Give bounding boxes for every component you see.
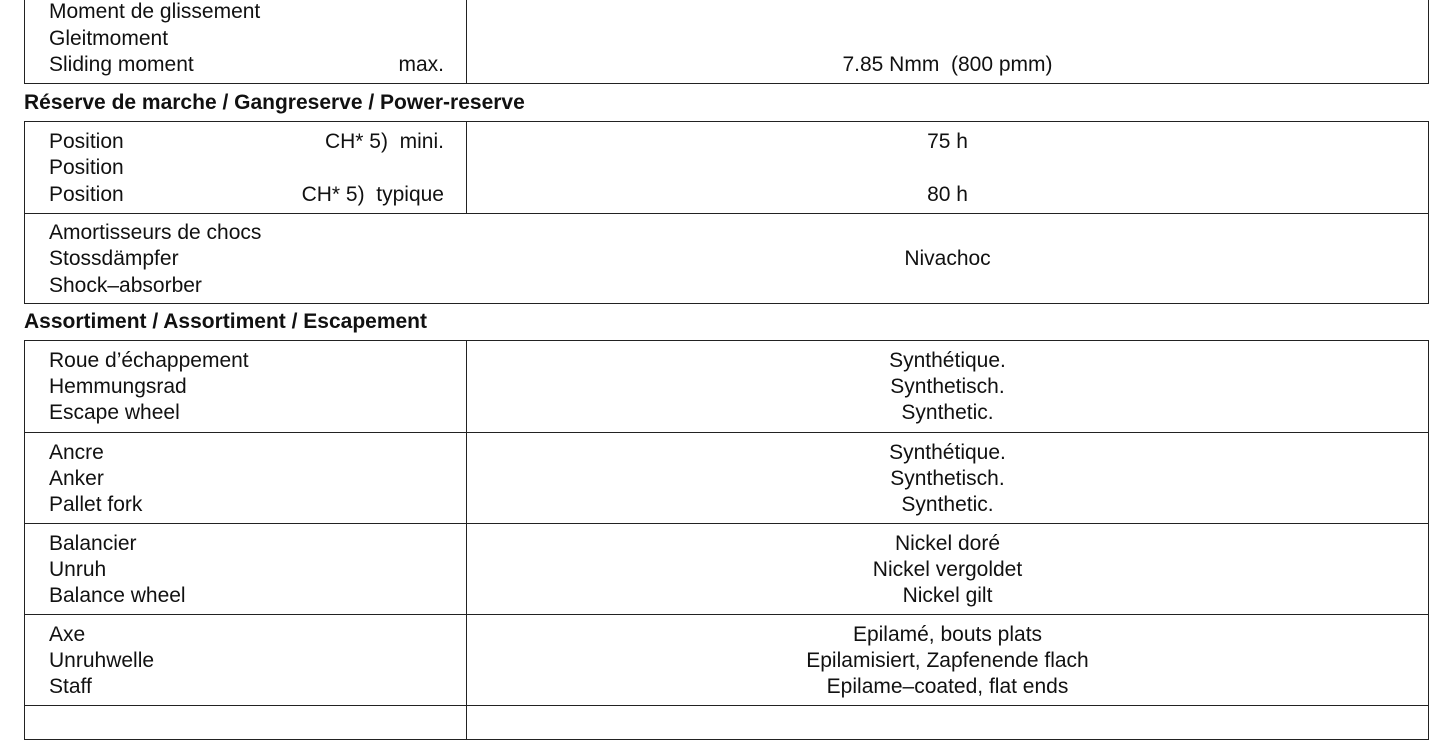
assortment-heading: Assortiment / Assortiment / Escapement <box>24 310 427 333</box>
shock-absorber-row <box>25 213 1428 305</box>
shock-label-de: Stossdämpfer <box>49 247 179 270</box>
row-label: Balance wheel <box>49 584 186 607</box>
assortment-table <box>24 340 1429 740</box>
label-fr: Moment de glissement <box>49 0 261 23</box>
label-de: Gleitmoment <box>49 27 169 50</box>
power-reserve-min-value: 75 h <box>927 130 968 153</box>
position-label: Position <box>49 156 124 179</box>
qualifier-min: CH* 5) mini. <box>324 130 444 153</box>
sliding-moment-value: 7.85 Nmm (800 pmm) <box>842 53 1053 76</box>
row-label: Axe <box>49 623 86 646</box>
row-value: Synthetisch. <box>890 375 1005 398</box>
row-value: Nickel vergoldet <box>872 558 1023 581</box>
row-label: Unruhwelle <box>49 649 155 672</box>
row-value: Synthétique. <box>889 441 1006 464</box>
row-label: Escape wheel <box>49 401 180 424</box>
row-label: Unruh <box>49 558 107 581</box>
next-row-cut-off <box>25 705 1428 742</box>
shock-label-en: Shock–absorber <box>49 274 202 297</box>
shock-absorber-value: Nivachoc <box>904 247 991 270</box>
row-label: Balancier <box>49 532 137 555</box>
row-value: Synthetisch. <box>890 467 1005 490</box>
position-label: Position <box>49 130 124 153</box>
row-value: Synthétique. <box>889 349 1006 372</box>
row-value: Epilamé, bouts plats <box>852 623 1043 646</box>
position-label: Position <box>49 183 124 206</box>
shock-label-fr: Amortisseurs de chocs <box>49 221 262 244</box>
power-reserve-heading: Réserve de marche / Gangreserve / Power-reserve <box>24 91 525 114</box>
balance-wheel-row <box>25 523 1428 615</box>
sliding-moment-table <box>24 0 1429 84</box>
row-value: Nickel gilt <box>902 584 993 607</box>
staff-row <box>25 614 1428 706</box>
label-en: Sliding moment <box>49 53 194 76</box>
row-label: Hemmungsrad <box>49 375 187 398</box>
row-value: Synthetic. <box>901 401 994 424</box>
qualifier-typical: CH* 5) typique <box>301 183 444 206</box>
row-label: Pallet fork <box>49 493 143 516</box>
power-reserve-row <box>25 122 1428 213</box>
power-reserve-typical-value: 80 h <box>927 183 968 206</box>
row-value: Nickel doré <box>894 532 1001 555</box>
power-reserve-table <box>24 121 1429 304</box>
row-label: Ancre <box>49 441 104 464</box>
escape-wheel-row <box>25 341 1428 432</box>
row-value: Epilamisiert, Zapfenende flach <box>806 649 1089 672</box>
row-label: Roue d’échappement <box>49 349 249 372</box>
pallet-fork-row <box>25 432 1428 524</box>
row-value: Synthetic. <box>901 493 994 516</box>
row-value: Epilame–coated, flat ends <box>826 675 1069 698</box>
row-label: Staff <box>49 675 92 698</box>
row-label: Anker <box>49 467 104 490</box>
qualifier-max: max. <box>398 53 444 76</box>
